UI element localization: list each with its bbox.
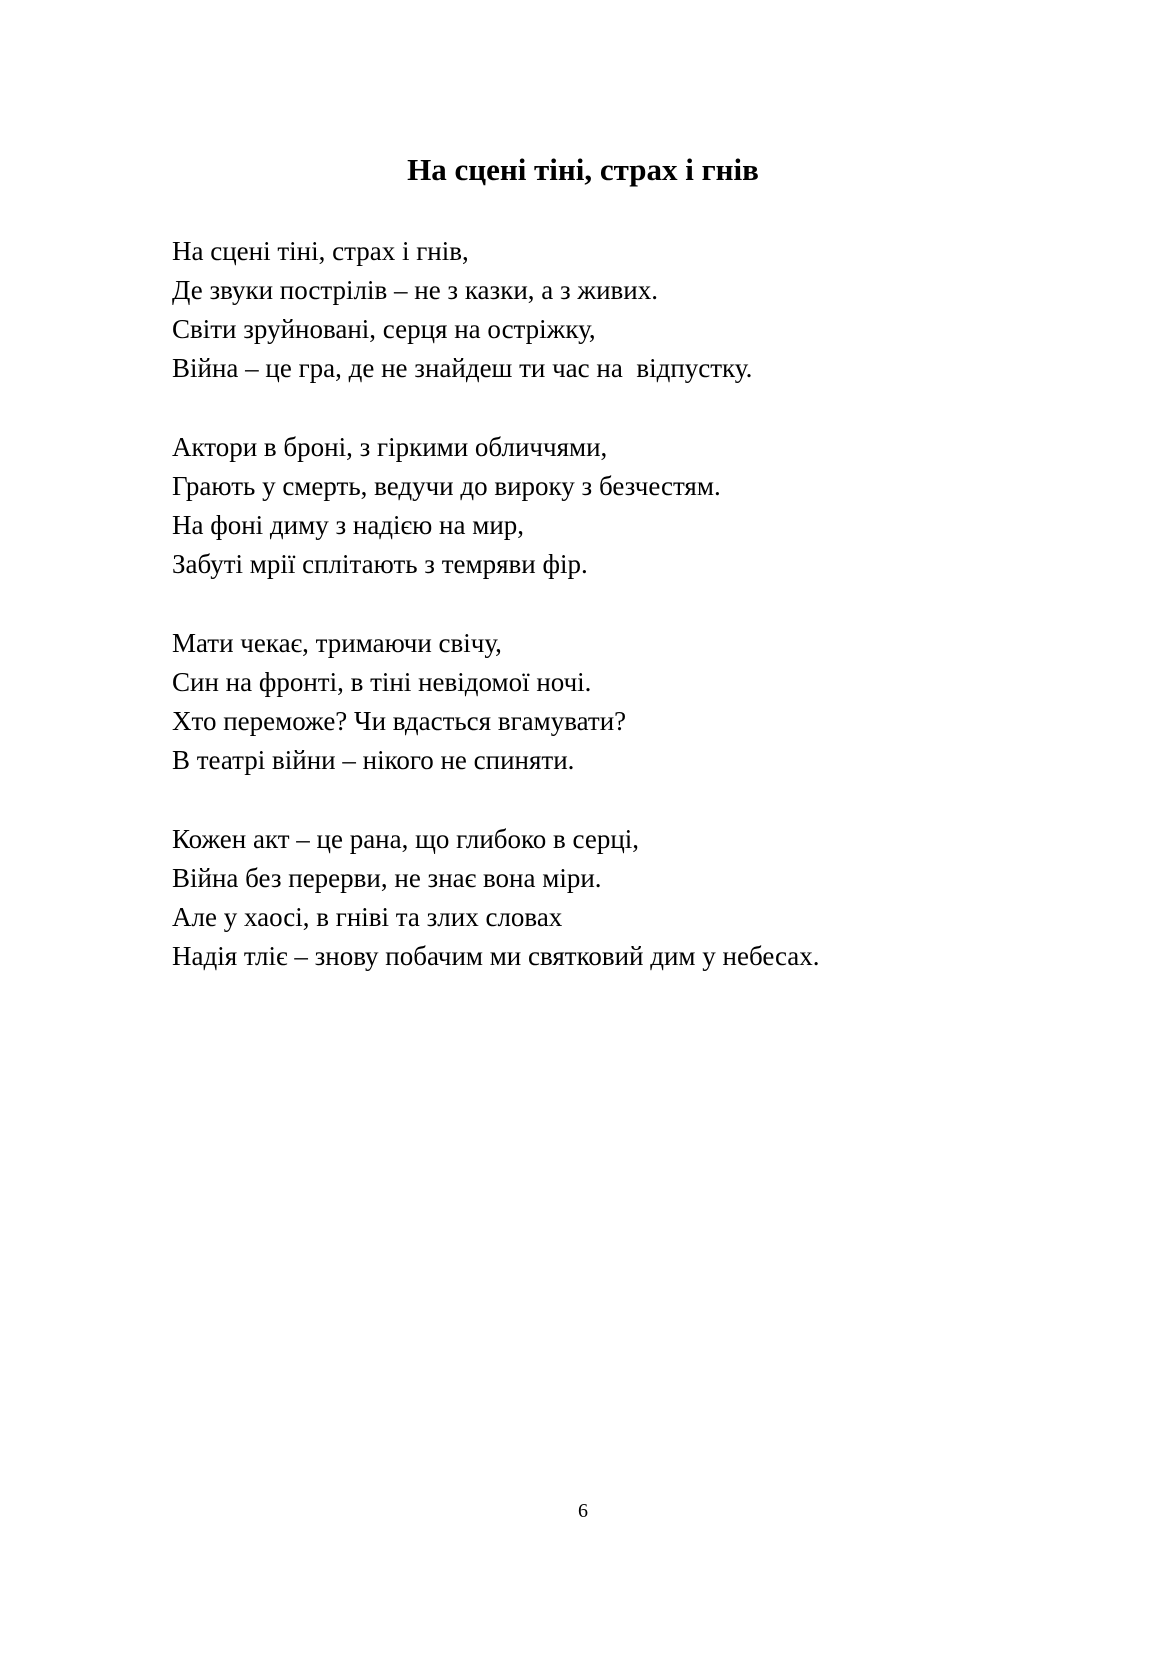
poem-line: Кожен акт – це рана, що глибоко в серці, <box>172 824 640 854</box>
poem-line: Світи зруйновані, серця на остріжку, <box>172 314 596 344</box>
poem-line: Актори в броні, з гіркими обличчями, <box>172 432 608 462</box>
poem-line: Забуті мрії сплітають з темряви фір. <box>172 549 588 579</box>
poem-line: На сцені тіні, страх і гнів, <box>172 236 469 266</box>
stanza-2 <box>172 428 721 584</box>
stanza-4 <box>172 820 820 976</box>
poem-line: Хто переможе? Чи вдасться вгамувати? <box>172 706 627 736</box>
poem-line: Грають у смерть, ведучи до вироку з безчестям. <box>172 471 721 501</box>
poem-line: Надія тліє – знову побачим ми святковий дим у небесах. <box>172 941 820 971</box>
poem-line: На фоні диму з надією на мир, <box>172 510 525 540</box>
stanza-1 <box>172 232 752 388</box>
poem-line: Мати чекає, тримаючи свічу, <box>172 628 502 658</box>
poem-line: Війна – це гра, де не знайдеш ти час на відпустку. <box>172 353 753 383</box>
stanza-3 <box>172 624 626 780</box>
page-number: 6 <box>578 1500 588 1522</box>
poem-title: На сцені тіні, страх і гнів <box>407 152 759 187</box>
poem-line: В театрі війни – нікого не спиняти. <box>172 745 575 775</box>
poem-line: Де звуки пострілів – не з казки, а з живих. <box>172 275 658 305</box>
poem-line: Але у хаосі, в гніві та злих словах <box>172 902 563 932</box>
poem-line: Війна без перерви, не знає вона міри. <box>172 863 602 893</box>
poem-line: Син на фронті, в тіні невідомої ночі. <box>172 667 592 697</box>
